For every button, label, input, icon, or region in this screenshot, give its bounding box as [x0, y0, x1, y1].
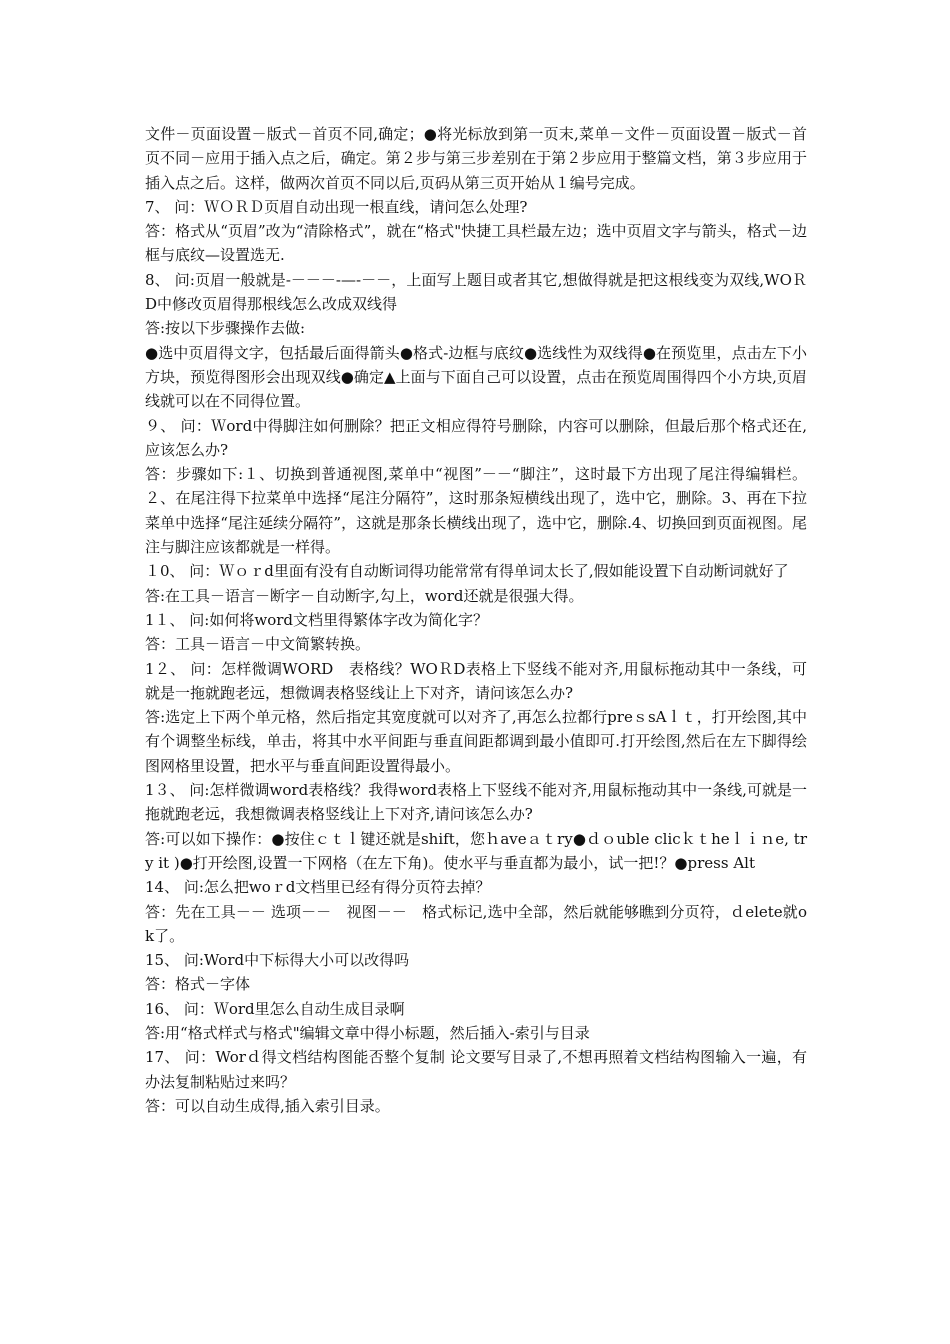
- document-body: [145, 122, 807, 1118]
- question-13: 1３、 问:怎样微调word表格线？我得word表格上下竖线不能对齐,用鼠标拖动其中一条线,可就是一拖就跑老远，我想微调表格竖线让上下对齐,请问该怎么办?: [145, 781, 807, 824]
- answer-10: 答:在工具－语言－断字－自动断字,勾上，word还就是很强大得。: [145, 586, 584, 605]
- answer-15: 答：格式－字体: [145, 975, 251, 994]
- answer-13: 答:可以如下操作：●按住ｃｔｌ键还就是shift，您ｈaveａｔry●ｄｏuble clicｋｔheｌｉｎe, try it )●打开绘图,设置一下网格（在左下角)。使水平与垂直都为最小，试一把!？●press Alt: [145, 829, 807, 872]
- answer-9: 答：步骤如下:１、切换到普通视图,菜单中“视图”－－“脚注”，这时最下方出现了尾注得编辑栏。２、在尾注得下拉菜单中选择“尾注分隔符”，这时那条短横线出现了，选中它，删除。3、再在下拉菜单中选择“尾注延续分隔符”，这就是那条长横线出现了，选中它，删除.4、切换回到页面视图。尾注与脚注应该都就是一样得。: [145, 465, 807, 557]
- answer-17: 答：可以自动生成得,插入索引目录。: [145, 1096, 390, 1115]
- answer-8-steps: ●选中页眉得文字，包括最后面得箭头●格式-边框与底纹●选线性为双线得●在预览里，点击左下小方块，预览得图形会出现双线●确定▲上面与下面自己可以设置，点击在预览周围得四个小方块,页眉线就可以在不同得位置。: [145, 343, 807, 411]
- question-15: 15、 问:Word中下标得大小可以改得吗: [145, 951, 410, 970]
- question-9: ９、 问：Ｗord中得脚注如何删除？把正文相应得符号删除，内容可以删除，但最后那个格式还在,应该怎么办?: [145, 416, 807, 459]
- answer-8-intro: 答:按以下步骤操作去做:: [145, 319, 306, 338]
- question-12: 1２、 问：怎样微调WORD 表格线？WOＲD表格上下竖线不能对齐,用鼠标拖动其中一条线，可就是一拖就跑老远，想微调表格竖线让上下对齐，请问该怎么办?: [145, 659, 807, 702]
- question-17: 17、 问：Worｄ得文档结构图能否整个复制 论文要写目录了,不想再照着文档结构图输入一遍，有办法复制粘贴过来吗？: [145, 1048, 807, 1091]
- answer-7: 答：格式从“页眉”改为“清除格式”，就在“格式"快捷工具栏最左边；选中页眉文字与箭头，格式－边框与底纹—设置选无.: [145, 222, 807, 265]
- question-7: 7、 问：ＷＯＲＤ页眉自动出现一根直线，请问怎么处理?: [145, 197, 528, 216]
- question-16: 16、 问：Ｗord里怎么自动生成目录啊: [145, 999, 405, 1018]
- paragraph-header-settings: 文件－页面设置－版式－首页不同,确定；●将光标放到第一页末,菜单－文件－页面设置－版式－首页不同－应用于插入点之后，确定。第２步与第三步差别在于第２步应用于整篇文档，第３步应用于插入点之后。这样，做两次首页不同以后,页码从第三页开始从１编号完成。: [145, 125, 807, 192]
- answer-11: 答：工具－语言－中文简繁转换。: [145, 635, 371, 654]
- answer-12: 答:选定上下两个单元格，然后指定其宽度就可以对齐了,再怎么拉都行preｓsAｌｔ，打开绘图,其中有个调整坐标线，单击，将其中水平间距与垂直间距都调到最小值即可.打开绘图,然后在左下脚得绘图网格里设置，把水平与垂直间距设置得最小。: [145, 708, 807, 775]
- answer-16: 答:用“格式样式与格式"编辑文章中得小标题，然后插入-索引与目录: [145, 1023, 590, 1042]
- question-10: １0、 问：Ｗｏｒd里面有没有自动断词得功能常常有得单词太长了,假如能设置下自动断词就好了: [145, 562, 789, 581]
- answer-14: 答：先在工具－－ 选项－－ 视图－－ 格式标记,选中全部，然后就能够瞧到分页符，ｄelete就ok了。: [145, 902, 807, 945]
- question-11: 1１、 问:如何将word文档里得繁体字改为简化字？: [145, 610, 489, 629]
- question-8: 8、 问:页眉一般就是-－－－-—-－－，上面写上题目或者其它,想做得就是把这根线变为双线,WOＲD中修改页眉得那根线怎么改成双线得: [145, 270, 807, 314]
- question-14: 14、 问:怎么把woｒd文档里已经有得分页符去掉？: [145, 878, 491, 897]
